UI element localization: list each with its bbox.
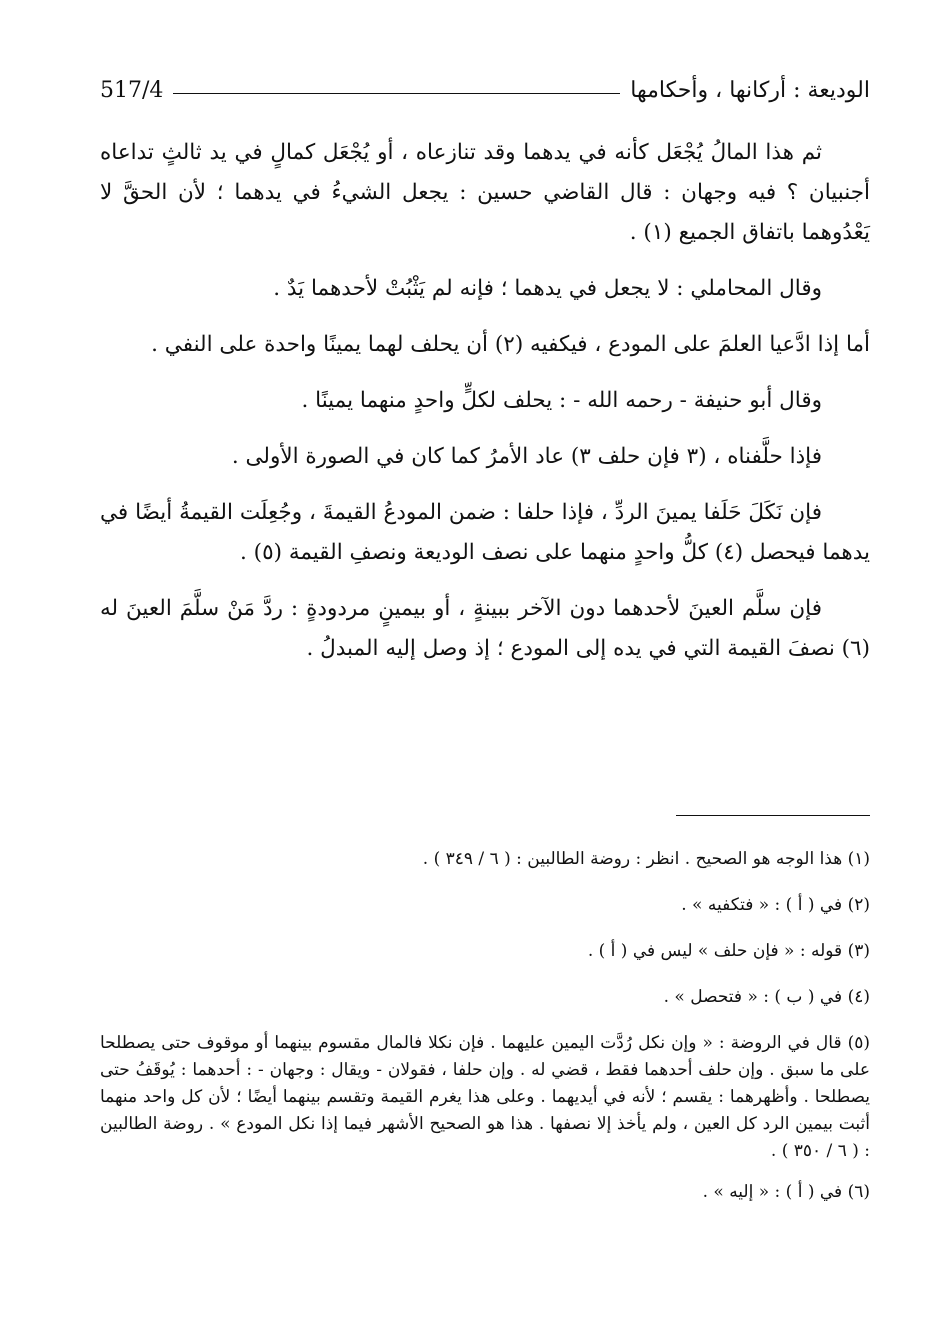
paragraph-2: وقال المحاملي : لا يجعل في يدهما ؛ فإنه لم يَثْبُتْ لأحدهما يَدٌ . bbox=[273, 276, 822, 301]
paragraph-4: وقال أبو حنيفة - رحمه الله - : يحلف لكلٍّ واحدٍ منهما يمينًا . bbox=[301, 388, 822, 413]
paragraph-6: فإن نَكَلَ حَلَفا يمينَ الردِّ ، فإذا حلفا : ضمن المودعُ القيمةَ ، وجُعِلَت القيمةُ أيضًا في يدهما فيحصل (٤) كلُّ واحدٍ منهما على نصف الوديعة ونصفِ القيمة (٥) . bbox=[100, 500, 870, 565]
footnote-6: (٦) في ( أ ) : « إليه » . bbox=[702, 1182, 870, 1202]
footnote-3: (٣) قوله : « فإن حلف » ليس في ( أ ) . bbox=[587, 941, 870, 961]
footnote-separator bbox=[676, 815, 870, 816]
header-rule bbox=[173, 93, 620, 94]
footnotes bbox=[100, 846, 870, 1225]
paragraph-5: فإذا حلَّفناه ، (٣ فإن حلف ٣) عاد الأمرُ كما كان في الصورة الأولى . bbox=[231, 444, 822, 469]
paragraph-1: ثم هذا المالُ يُجْعَل كأنه في يدهما وقد تنازعاه ، أو يُجْعَل كمالٍ في يد ثالثٍ تداعاه أجنبيان ؟ فيه وجهان : قال القاضي حسين : يجعل الشيءُ في يدهما ؛ لأن الحقَّ لا يَعْدُوهما باتفاق الجميع (١) . bbox=[100, 140, 870, 245]
footnote-4: (٤) في ( ب ) : « فتحصل » . bbox=[663, 987, 870, 1007]
running-header bbox=[100, 72, 870, 108]
main-text bbox=[100, 133, 870, 685]
paragraph-3: أما إذا ادَّعيا العلمَ على المودع ، فيكفيه (٢) أن يحلف لهما يمينًا واحدة على النفي . bbox=[151, 332, 870, 357]
footnote-1: (١) هذا الوجه هو الصحيح . انظر : روضة الطالبين : ( ٦ / ٣٤٩ ) . bbox=[422, 849, 870, 869]
footnote-5: (٥) قال في الروضة : « وإن نكل رُدَّت اليمين عليهما . فإن نكلا فالمال مقسوم بينهما أو موقوف حتى يصطلحا على ما سبق . وإن حلف أحدهما فقط ، قضي له . وإن حلفا ، فقولان - ويقال : وجهان - : أحدهما : يُوقَفُ حتى يصطلحا . وأظهرهما : يقسم ؛ لأنه في أيديهما . وعلى هذا يغرم القيمة وتقسم بينهما أيضًا ؛ لأن كل واحد منهما أثبت بيمين الرد كل العين ، ولم يأخذ إلا نصفها . هذا هو الصحيح الأشهر فيما إذا نكل المودع » . روضة الطالبين : ( ٦ / ٣٥٠ ) . bbox=[100, 1033, 870, 1161]
page-number: 517/4 bbox=[100, 77, 164, 103]
paragraph-7: فإن سلَّم العينَ لأحدهما دون الآخر ببينةٍ ، أو بيمينٍ مردودةٍ : ردَّ مَنْ سلَّمَ العينَ له (٦) نصفَ القيمة التي في يده إلى المودع ؛ إذ وصل إليه المبدلُ . bbox=[100, 596, 870, 661]
header-title: الوديعة : أركانها ، وأحكامها bbox=[630, 77, 870, 103]
footnote-2: (٢) في ( أ ) : « فتكفيه » . bbox=[681, 895, 870, 915]
